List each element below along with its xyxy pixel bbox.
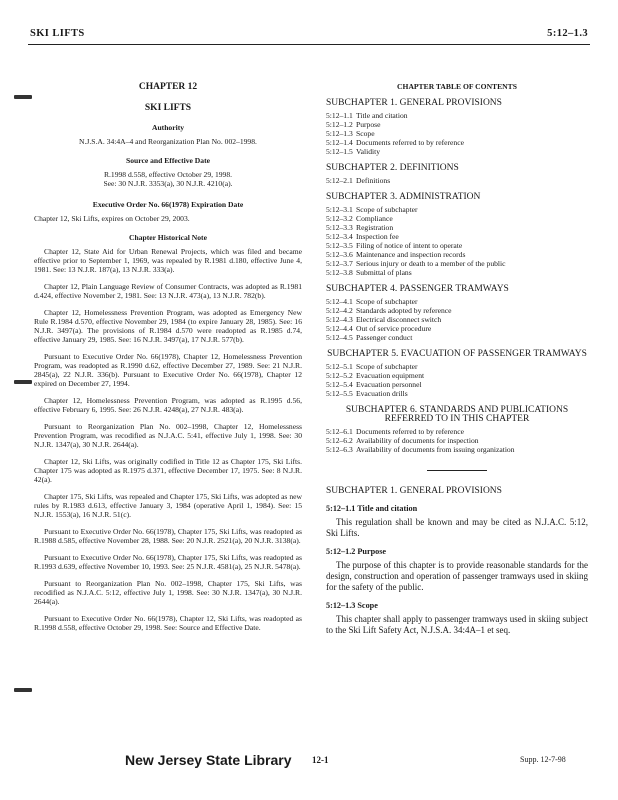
binding-mark	[14, 380, 32, 384]
toc-section-list	[326, 205, 588, 277]
section-divider	[427, 470, 487, 471]
history-paragraph: Pursuant to Executive Order No. 66(1978), Chapter 175, Ski Lifts, was readopted as R.1993 d.639, effective November 10, 1993. See: 25 N.J.R. 4581(a), 25 N.J.R. 5478(a).	[34, 553, 302, 571]
history-paragraph: Pursuant to Executive Order No. 66(1978), Chapter 175, Ski Lifts, was readopted as R.1988 d.585, effective November 28, 1988. See: 20 N.J.R. 2521(a), 20 N.J.R. 3138(a).	[34, 527, 302, 545]
history-paragraph: Chapter 12, Homelessness Prevention Program, was adopted as Emergency New Rule R.1984 d.570, effective November 29, 1984 (to expire January 28, 1985). See: 16 N.J.R. 3497(a). The provisions of R.1984 d.570 were readopted as R.1985 d.74, effective January 29, 1985. See: 16 N.J.R. 3497(a), 17 N.J.R. 577(b).	[34, 308, 302, 344]
toc-entry-number: 5:12–5.2	[326, 371, 353, 380]
toc-entry-title: Maintenance and inspection records	[356, 250, 466, 259]
toc-subchapter-heading: SUBCHAPTER 4. PASSENGER TRAMWAYS	[326, 284, 509, 294]
toc-entry-number: 5:12–4.5	[326, 333, 353, 342]
toc-entry-number: 5:12–5.4	[326, 380, 353, 389]
toc-entry-number: 5:12–3.3	[326, 223, 353, 232]
history-paragraph: Chapter 12, State Aid for Urban Renewal Projects, which was filed and became effective prior to September 1, 1969, was repealed by R.1981 d.180, effective June 4, 1981. See: 13 N.J.R. 187(a), 13 N.J.R. 333(a).	[34, 247, 302, 274]
header-title: SKI LIFTS	[30, 28, 85, 39]
exec-order-text: Chapter 12, Ski Lifts, expires on October 29, 2003.	[34, 214, 190, 223]
toc-entry	[326, 333, 588, 342]
toc-entry-title: Validity	[356, 147, 381, 156]
toc-entry	[326, 445, 588, 454]
toc-entry	[326, 427, 588, 436]
page-number: 12-1	[312, 755, 329, 765]
toc-entry	[326, 232, 588, 241]
toc-entry-number: 5:12–1.4	[326, 138, 353, 147]
toc-entry-number: 5:12–3.6	[326, 250, 353, 259]
running-header	[30, 28, 588, 44]
toc-entry-title: Evacuation drills	[356, 389, 408, 398]
library-stamp: New Jersey State Library	[125, 752, 292, 768]
authority-text: N.J.S.A. 34:4A–4 and Reorganization Plan No. 002–1998.	[79, 137, 257, 146]
toc-entry-number: 5:12–6.3	[326, 445, 353, 454]
toc-entry	[326, 223, 588, 232]
history-paragraph: Chapter 12, Homelessness Prevention Program, was adopted as R.1995 d.56, effective February 6, 1995. See: 26 N.J.R. 4248(a), 27 N.J.R. 483(a).	[34, 396, 302, 414]
toc-entry-title: Inspection fee	[356, 232, 399, 241]
section-heading: 5:12–1.2 Purpose	[326, 547, 387, 556]
toc-entry	[326, 315, 588, 324]
toc-section-list	[326, 297, 588, 342]
toc-entry	[326, 214, 588, 223]
toc-entry-title: Standards adopted by reference	[356, 306, 452, 315]
supplement-date: Supp. 12-7-98	[520, 755, 566, 764]
toc-section-list	[326, 427, 588, 454]
toc-entry-number: 5:12–1.1	[326, 111, 353, 120]
section-heading: 5:12–1.1 Title and citation	[326, 504, 418, 513]
history-paragraph: Pursuant to Executive Order No. 66(1978), Chapter 12, Ski Lifts, was readopted as R.1998 d.558, effective October 29, 1998. See: Source and Effective Date.	[34, 614, 302, 632]
toc-entry-title: Serious injury or death to a member of the public	[356, 259, 506, 268]
toc-entry-title: Evacuation equipment	[356, 371, 425, 380]
toc-title: CHAPTER TABLE OF CONTENTS	[397, 82, 517, 91]
toc-entry	[326, 362, 588, 371]
toc-subchapter-heading: SUBCHAPTER 3. ADMINISTRATION	[326, 192, 481, 202]
binding-mark	[14, 95, 32, 99]
chapter-name: SKI LIFTS	[144, 103, 192, 113]
toc-entry	[326, 120, 588, 129]
body-subchapter-heading: SUBCHAPTER 1. GENERAL PROVISIONS	[326, 486, 502, 496]
history-paragraph: Pursuant to Reorganization Plan No. 002–1998, Chapter 175, Ski Lifts, was recodified as N.J.A.C. 5:12, effective July 1, 1998. See: 30 N.J.R. 1347(a), 30 N.J.R. 2644(a).	[34, 579, 302, 606]
toc-entry	[326, 324, 588, 333]
toc-entry-title: Purpose	[356, 120, 381, 129]
toc-entry-title: Definitions	[356, 176, 391, 185]
source-line-1: R.1998 d.558, effective October 29, 1998.	[103, 170, 233, 179]
left-column	[34, 80, 302, 640]
toc-entry-title: Scope of subchapter	[356, 362, 418, 371]
toc-entry-number: 5:12–1.2	[326, 120, 353, 129]
toc-entry-title: Documents referred to by reference	[356, 427, 464, 436]
toc-entry-number: 5:12–6.1	[326, 427, 353, 436]
toc-entry-title: Evacuation personnel	[356, 380, 422, 389]
toc-entry-title: Electrical disconnect switch	[356, 315, 442, 324]
toc-subchapter-heading: SUBCHAPTER 5. EVACUATION OF PASSENGER TRAMWAYS	[327, 349, 587, 359]
toc-entry-number: 5:12–4.2	[326, 306, 353, 315]
section-text: The purpose of this chapter is to provide reasonable standards for the design, construction and operation of passenger tramways used in skiing for the safety of the public.	[326, 560, 588, 592]
toc-entry-title: Scope of subchapter	[356, 205, 418, 214]
body-sections	[326, 504, 588, 636]
toc-entry-title: Title and citation	[356, 111, 408, 120]
history-paragraph: Pursuant to Executive Order No. 66(1978), Chapter 12, Homelessness Prevention Program, was readopted as R.1990 d.62, effective December 27, 1989. See: 21 N.J.R. 2845(a), 22 N.J.R. 336(b). Pursuant to Executive Order No. 66(1978), Chapter 12 expired on December 27, 1994.	[34, 352, 302, 388]
toc-entry	[326, 111, 588, 120]
toc-entry	[326, 297, 588, 306]
toc-entry-title: Registration	[356, 223, 394, 232]
toc-entry-number: 5:12–3.7	[326, 259, 353, 268]
source-heading: Source and Effective Date	[125, 156, 210, 165]
toc-entry-title: Filing of notice of intent to operate	[356, 241, 463, 250]
toc-entry	[326, 129, 588, 138]
toc-entry	[326, 147, 588, 156]
toc-entry	[326, 436, 588, 445]
binding-mark	[14, 688, 32, 692]
source-line-2: See: 30 N.J.R. 3353(a), 30 N.J.R. 4210(a).	[103, 179, 233, 188]
toc-entry-title: Scope	[356, 129, 375, 138]
toc-entry-number: 5:12–4.1	[326, 297, 353, 306]
toc-entry	[326, 380, 588, 389]
toc-entry-number: 5:12–4.4	[326, 324, 353, 333]
toc-entry-number: 5:12–3.2	[326, 214, 353, 223]
right-column	[326, 80, 588, 644]
history-paragraph: Chapter 12, Ski Lifts, was originally codified in Title 12 as Chapter 175, Ski Lifts. Chapter 175 was adopted as R.1975 d.371, effective December 17, 1975. See: 8 N.J.R. 42(a).	[34, 457, 302, 484]
toc-entry-number: 5:12–3.1	[326, 205, 353, 214]
toc-entry	[326, 389, 588, 398]
section-text: This chapter shall apply to passenger tramways used in skiing subject to the Ski Lift Safety Act, N.J.S.A. 34:4A–1 et seq.	[326, 614, 588, 635]
chapter-number: CHAPTER 12	[138, 82, 198, 92]
toc-entry-title: Availability of documents for inspection	[356, 436, 479, 445]
toc-entry	[326, 371, 588, 380]
header-rule	[28, 44, 590, 45]
toc-entry-title: Passenger conduct	[356, 333, 413, 342]
toc-entry	[326, 138, 588, 147]
toc-entry-number: 5:12–3.5	[326, 241, 353, 250]
toc-entry-number: 5:12–6.2	[326, 436, 353, 445]
toc-entry-title: Submittal of plans	[356, 268, 412, 277]
header-section: 5:12–1.3	[547, 28, 588, 39]
history-paragraph: Chapter 12, Plain Language Review of Consumer Contracts, was adopted as R.1981 d.424, effective November 2, 1981. See: 13 N.J.R. 473(a), 13 N.J.R. 782(b).	[34, 282, 302, 300]
toc-entry	[326, 259, 588, 268]
toc-entry-number: 5:12–2.1	[326, 176, 353, 185]
toc-subchapter-heading: SUBCHAPTER 2. DEFINITIONS	[326, 163, 459, 173]
toc-section-list	[326, 111, 588, 156]
toc-entry	[326, 241, 588, 250]
toc-section-list	[326, 176, 588, 185]
toc-entry-title: Documents referred to by reference	[356, 138, 464, 147]
toc-entry-number: 5:12–5.5	[326, 389, 353, 398]
toc-entry-number: 5:12–3.4	[326, 232, 353, 241]
toc-entry-number: 5:12–1.3	[326, 129, 353, 138]
history-paragraph: Pursuant to Reorganization Plan No. 002–1998, Chapter 12, Homelessness Prevention Program, was recodified as N.J.A.C. 5:41, effective July 1, 1998. See: 30 N.J.R. 1347(a), 30 N.J.R. 2644(a).	[34, 422, 302, 449]
toc-entry	[326, 250, 588, 259]
history-heading: Chapter Historical Note	[129, 233, 207, 242]
toc-entry-number: 5:12–3.8	[326, 268, 353, 277]
authority-heading: Authority	[151, 123, 185, 132]
history-paragraph: Chapter 175, Ski Lifts, was repealed and Chapter 175, Ski Lifts, was adopted as new rules by R.1983 d.613, effective January 3, 1984 (operative April 1, 1984). See: 15 N.J.R. 1553(a), 16 N.J.R. 51(c).	[34, 492, 302, 519]
toc-section-list	[326, 362, 588, 398]
toc-entry	[326, 268, 588, 277]
section-text: This regulation shall be known and may be cited as N.J.A.C. 5:12, Ski Lifts.	[326, 517, 588, 538]
toc-entry-number: 5:12–1.5	[326, 147, 353, 156]
toc-entry-number: 5:12–4.3	[326, 315, 353, 324]
table-of-contents	[326, 99, 588, 454]
exec-order-heading: Executive Order No. 66(1978) Expiration Date	[92, 200, 244, 209]
toc-entry	[326, 176, 588, 185]
toc-entry	[326, 306, 588, 315]
toc-entry-title: Availability of documents from issuing organization	[356, 445, 515, 454]
toc-entry-title: Compliance	[356, 214, 393, 223]
toc-subchapter-heading: SUBCHAPTER 1. GENERAL PROVISIONS	[326, 98, 502, 108]
toc-subchapter-heading: SUBCHAPTER 6. STANDARDS AND PUBLICATIONS REFERRED TO IN THIS CHAPTER	[345, 405, 569, 424]
toc-entry	[326, 205, 588, 214]
history-notes	[34, 247, 302, 632]
source-text	[34, 170, 302, 188]
toc-entry-title: Scope of subchapter	[356, 297, 418, 306]
toc-entry-number: 5:12–5.1	[326, 362, 353, 371]
toc-entry-title: Out of service procedure	[356, 324, 432, 333]
section-heading: 5:12–1.3 Scope	[326, 601, 378, 610]
